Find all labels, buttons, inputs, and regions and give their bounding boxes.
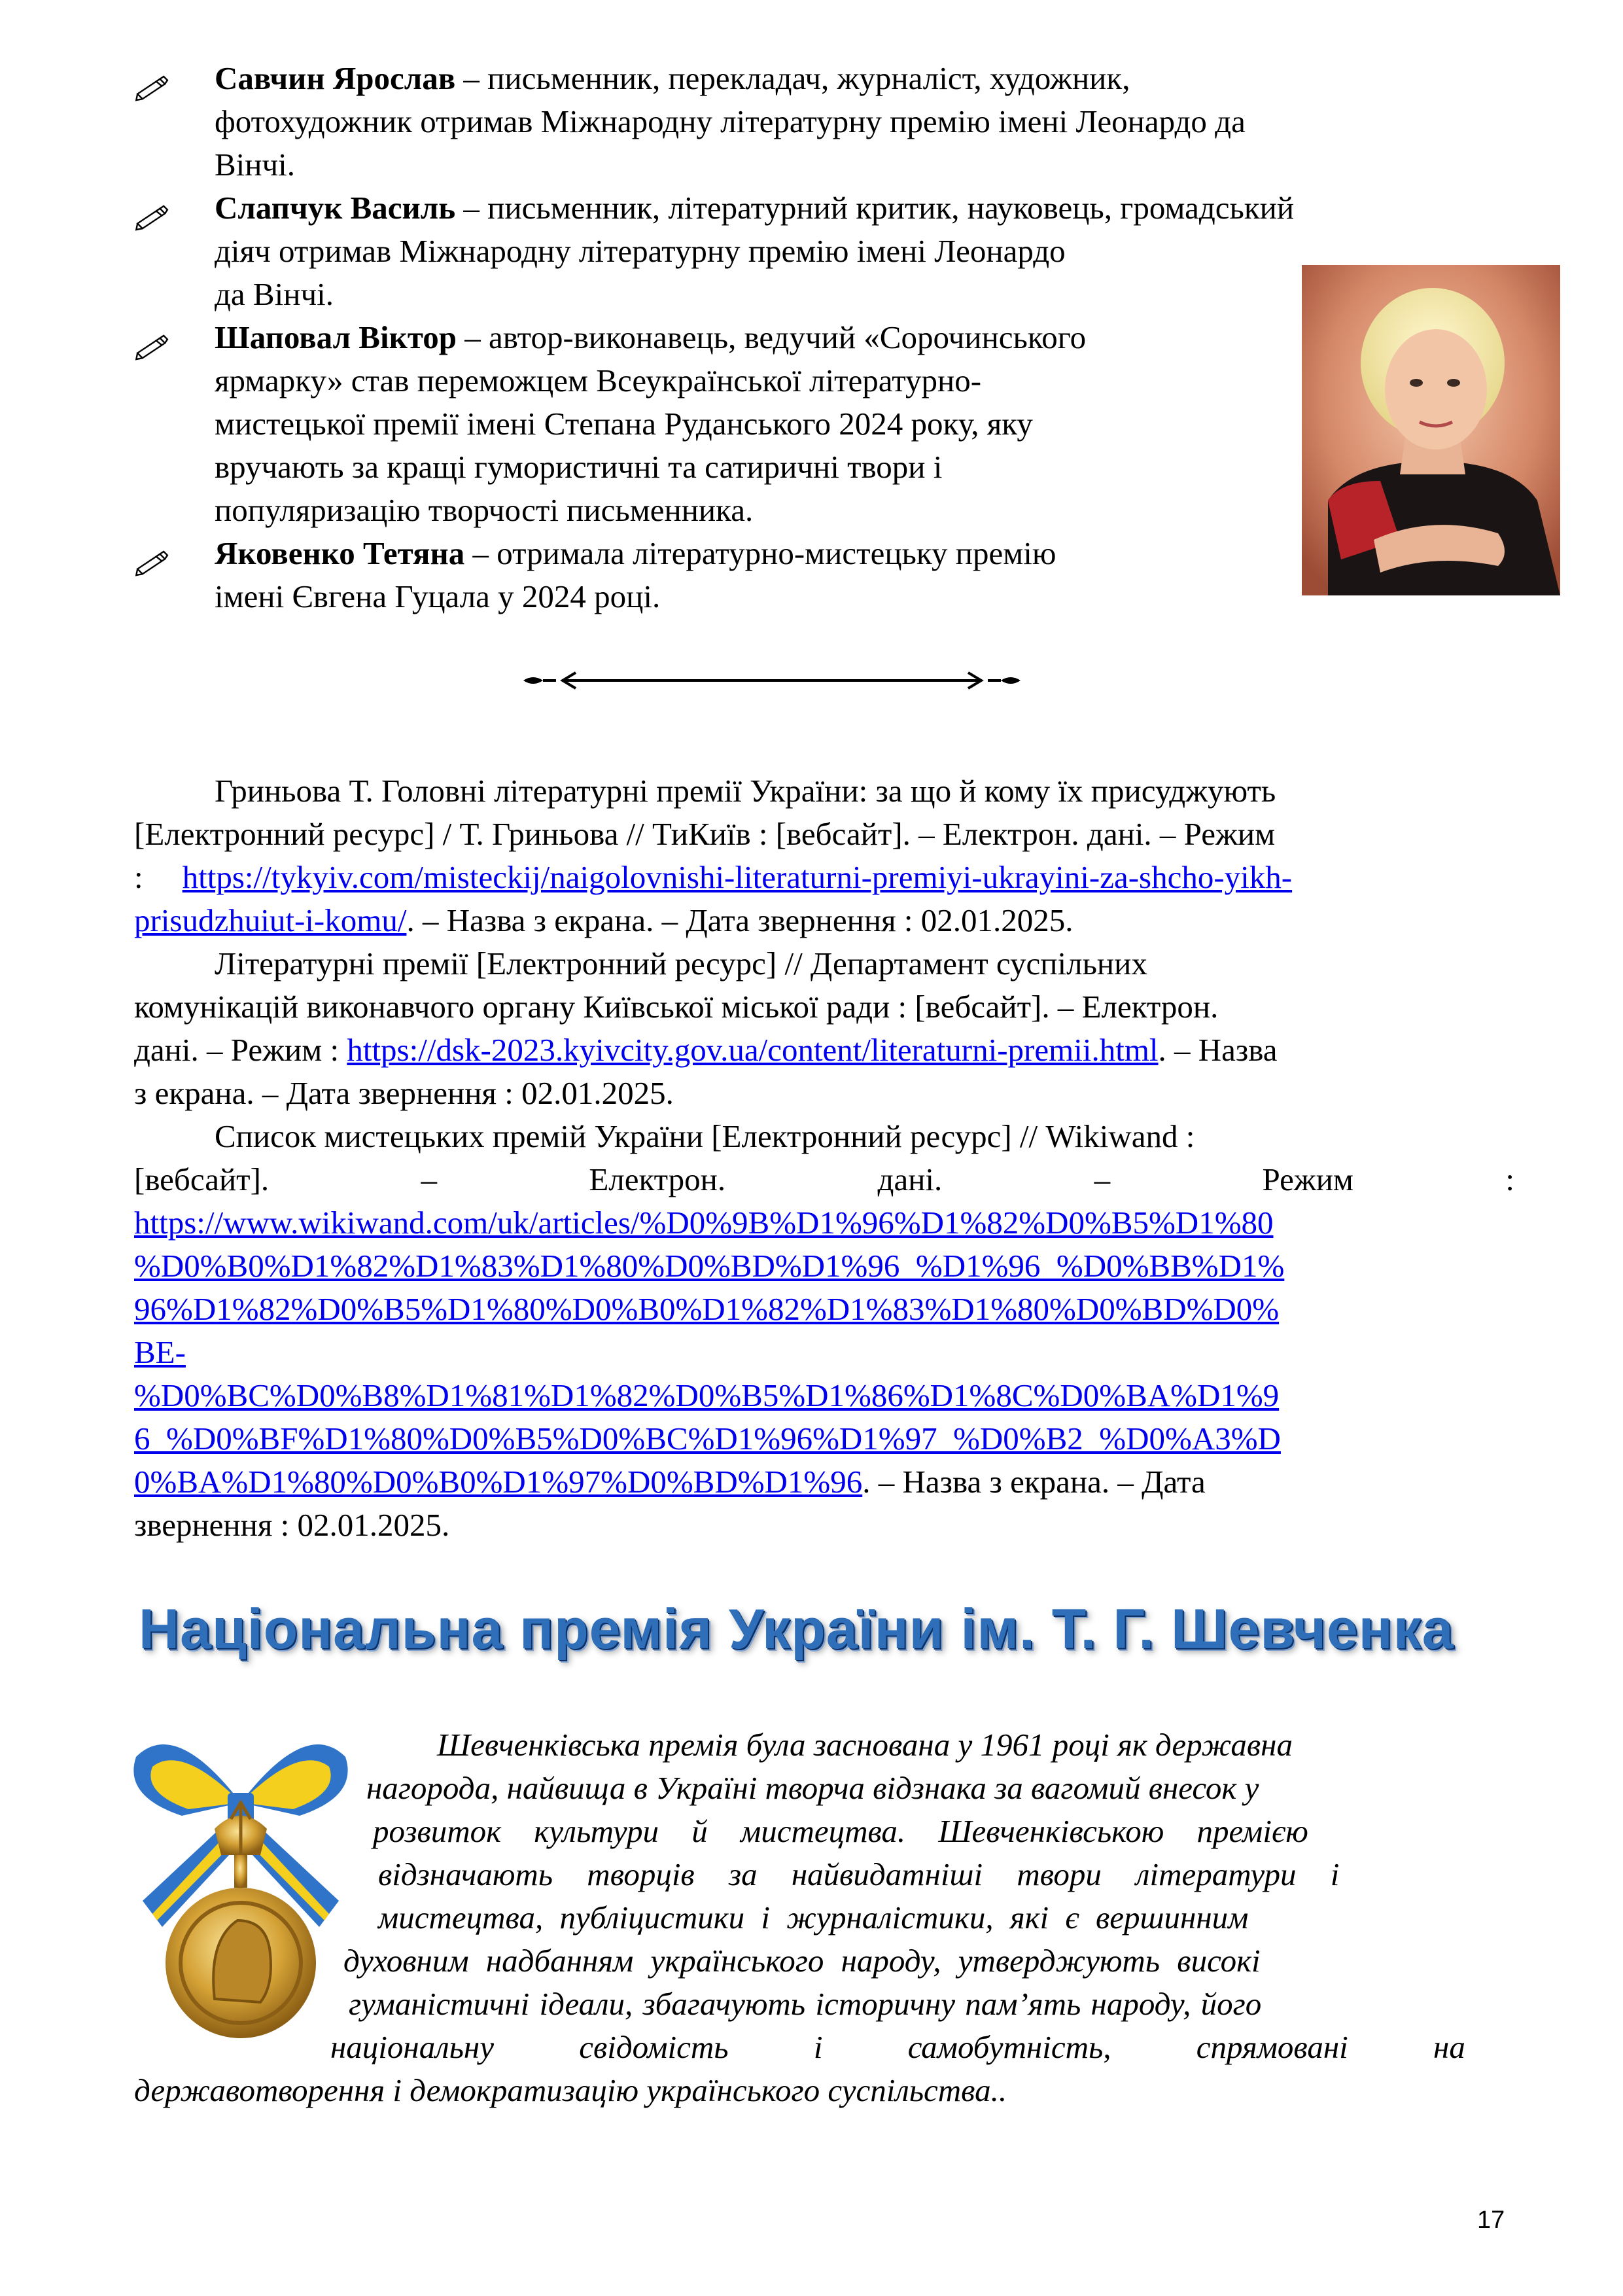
reference-link[interactable]: https://tykyiv.com/misteckij/naigolovnishi-literaturni-premiyi-ukrayini-za-shcho-yikh- <box>182 859 1293 895</box>
reference-2-line-1: Літературні премії [Електронний ресурс] // Департамент суспільних <box>215 945 1147 981</box>
reference-3-url-line <box>134 1377 1279 1415</box>
bullet-3-line-4: вручають за кращі гумористичні та сатиричні твори і <box>215 449 943 485</box>
reference-3-line-2: [вебсайт]. – Електрон. дані. – Режим : <box>134 1161 1514 1197</box>
shevchenko-medal-icon <box>116 1704 365 2041</box>
reference-3-url-line <box>134 1247 1284 1285</box>
reference-3-url-line <box>134 1333 186 1371</box>
reference-2-line-2: комунікацій виконавчого органу Київської міської ради : [вебсайт]. – Електрон. <box>134 989 1219 1025</box>
reference-2-line-3: дані. – Режим : https://dsk-2023.kyivcity.gov.ua/content/literaturni-premii.html. – Назва <box>134 1032 1278 1068</box>
shevchenko-text-line: духовним надбанням українського народу, утверджують високі <box>343 1943 1261 1979</box>
reference-3-url-line <box>134 1420 1281 1458</box>
reference-3-line-1: Список мистецьких премій України [Електронний ресурс] // Wikiwand : <box>215 1118 1195 1154</box>
bullet-4-line-1: Яковенко Тетяна – отримала літературно-мистецьку премію <box>215 535 1056 571</box>
shevchenko-text-line: розвиток культури й мистецтва. Шевченківською премією <box>373 1813 1308 1849</box>
reference-3-url-line <box>134 1290 1279 1328</box>
bullet-3-line-5: популяризацію творчості письменника. <box>215 492 754 528</box>
bullet-3-line-2: ярмарку» став переможцем Всеукраїнської літературно- <box>215 362 982 398</box>
shevchenko-text-line: нагорода, найвища в Україні творча відзнака за вагомий внесок у <box>366 1770 1259 1806</box>
shevchenko-text-line: відзначають творців за найвидатніші твори літератури і <box>378 1856 1340 1892</box>
laureate-name: Шаповал Віктор <box>215 319 457 355</box>
writing-hand-icon <box>134 550 172 576</box>
reference-link[interactable]: https://www.wikiwand.com/uk/articles/%D0%9B%D1%96%D1%82%D0%B5%D1%80 <box>134 1205 1274 1241</box>
laureate-name: Яковенко Тетяна <box>215 535 465 571</box>
reference-link[interactable]: BE- <box>134 1334 186 1370</box>
reference-link[interactable]: 96%D1%82%D0%B5%D1%80%D0%B0%D1%82%D1%83%D1%80%D0%BD%D0% <box>134 1291 1280 1327</box>
bullet-4-line-2: імені Євгена Гуцала у 2024 році. <box>215 578 661 614</box>
reference-1-line-4: prisudzhuiut-i-komu/. – Назва з екрана. – Дата звернення : 02.01.2025. <box>134 902 1073 938</box>
reference-2-line-4: з екрана. – Дата звернення : 02.01.2025. <box>134 1075 674 1111</box>
reference-link[interactable]: https://dsk-2023.kyivcity.gov.ua/content/literaturni-premii.html <box>347 1032 1159 1068</box>
reference-3-url-line: 0%BA%D1%80%D0%B0%D1%97%D0%BD%D1%96. – Назва з екрана. – Дата <box>134 1464 1206 1500</box>
reference-3-url-line <box>134 1204 1274 1242</box>
writing-hand-icon <box>134 75 172 101</box>
reference-1-line-1: Гриньова Т. Головні літературні премії України: за що й кому їх присуджують <box>215 773 1276 809</box>
portrait-photo <box>1302 265 1560 595</box>
writing-hand-icon <box>134 205 172 231</box>
bullet-3-line-1: Шаповал Віктор – автор-виконавець, ведучий «Сорочинського <box>215 319 1087 355</box>
reference-link[interactable]: prisudzhuiut-i-komu/ <box>134 902 407 938</box>
reference-3-last-line: звернення : 02.01.2025. <box>134 1507 450 1543</box>
bullet-3-line-3: мистецької премії імені Степана Руданського 2024 року, яку <box>215 406 1033 442</box>
reference-link[interactable]: %D0%BC%D0%B8%D1%81%D1%82%D0%B5%D1%86%D1%8C%D0%BA%D1%9 <box>134 1377 1280 1413</box>
bullet-1-line-1: Савчин Ярослав – письменник, перекладач, журналіст, художник, <box>215 60 1130 96</box>
shevchenko-text-line: державотворення і демократизацію українського суспільства.. <box>134 2072 1007 2108</box>
reference-1-line-3: : https://tykyiv.com/misteckij/naigolovnishi-literaturni-premiyi-ukrayini-za-shcho-yikh- <box>134 859 1293 895</box>
bullet-2-line-3: да Вінчі. <box>215 276 334 312</box>
section-title: Національна премія України ім. Т. Г. Шевченка <box>139 1598 1454 1661</box>
bullet-2-line-1: Слапчук Василь – письменник, літературний критик, науковець, громадський <box>215 190 1295 226</box>
ornamental-divider-icon <box>517 666 1027 695</box>
writing-hand-icon <box>134 334 172 361</box>
bullet-2-line-2: діяч отримав Міжнародну літературну премію імені Леонардо <box>215 233 1066 269</box>
shevchenko-text-line: гуманістичні ідеали, збагачують історичну пам’ять народу, його <box>349 1986 1262 2022</box>
laureate-name: Слапчук Василь <box>215 190 456 226</box>
shevchenko-text-line: Шевченківська премія була заснована у 1961 році як державна <box>437 1727 1293 1763</box>
reference-link[interactable]: 0%BA%D1%80%D0%B0%D1%97%D0%BD%D1%96 <box>134 1464 863 1500</box>
bullet-1-line-2: фотохудожник отримав Міжнародну літературну премію імені Леонардо да <box>215 103 1246 139</box>
bullet-1-line-3: Вінчі. <box>215 147 296 183</box>
laureate-name: Савчин Ярослав <box>215 60 456 96</box>
reference-1-line-2: [Електронний ресурс] / Т. Гриньова // ТиКиїв : [вебсайт]. – Електрон. дані. – Режим <box>134 816 1276 852</box>
page-number: 17 <box>1477 2206 1505 2234</box>
shevchenko-text-line: мистецтва, публіцистики і журналістики, які є вершинним <box>378 1899 1249 1935</box>
reference-link[interactable]: %D0%B0%D1%82%D1%83%D1%80%D0%BD%D1%96_%D1%96_%D0%BB%D1% <box>134 1248 1285 1284</box>
shevchenko-text-line: національну свідомість і самобутність, спрямовані на <box>330 2029 1465 2065</box>
reference-link[interactable]: 6_%D0%BF%D1%80%D0%B5%D0%BC%D1%96%D1%97_%D0%B2_%D0%A3%D <box>134 1421 1281 1457</box>
